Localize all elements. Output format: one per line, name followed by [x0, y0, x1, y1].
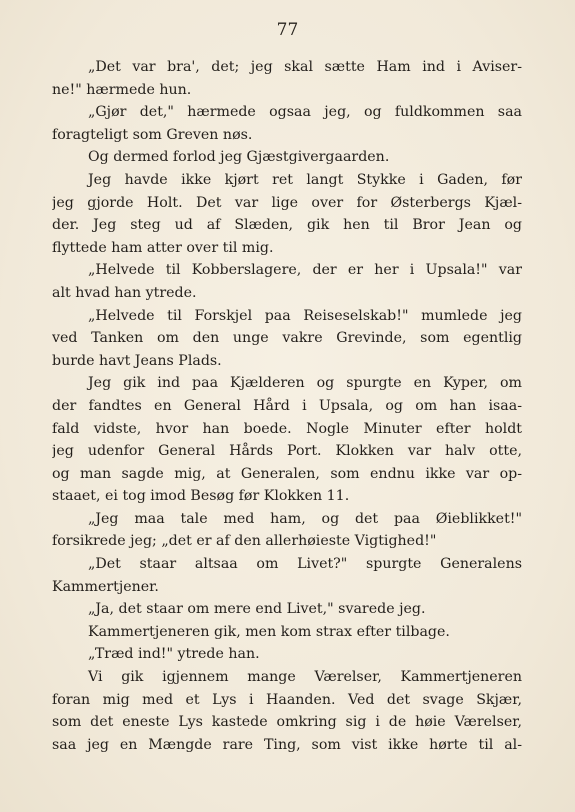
text-line: jeg udenfor General Hårds Port. Klokken var halv otte, — [52, 443, 522, 460]
text-line: foran mig med et Lys i Haanden. Ved det svage Skjær, — [52, 691, 522, 708]
text-line: ne!" hærmede hun. — [52, 81, 192, 98]
text-line: ved Tanken om den unge vakre Grevinde, som egentlig — [52, 330, 522, 347]
text-line: der fandtes en General Hård i Upsala, og om han isaa- — [52, 397, 522, 414]
text-line: „Træd ind!" ytrede han. — [88, 646, 260, 663]
text-line: Kammertjeneren gik, men kom strax efter tilbage. — [88, 623, 450, 640]
body-text — [52, 56, 522, 756]
text-line: flyttede ham atter over til mig. — [52, 239, 274, 256]
text-line: saa jeg en Mængde rare Ting, som vist ikke hørte til al- — [52, 736, 522, 753]
text-line: „Helvede til Kobberslagere, der er her i Upsala!" var — [88, 262, 522, 279]
text-line: Jeg gik ind paa Kjælderen og spurgte en Kyper, om — [88, 375, 522, 392]
text-line: foragteligt som Greven nøs. — [52, 126, 253, 143]
text-line: burde havt Jeans Plads. — [52, 352, 222, 369]
text-line: som det eneste Lys kastede omkring sig i de høie Værelser, — [52, 714, 522, 731]
text-line: og man sagde mig, at Generalen, som endnu ikke var op- — [52, 465, 522, 482]
text-line: „Det staar altsaa om Livet?" spurgte Generalens — [88, 556, 522, 573]
text-line: „Jeg maa tale med ham, og det paa Øieblikket!" — [88, 510, 522, 527]
text-line: Og dermed forlod jeg Gjæstgivergaarden. — [88, 149, 390, 166]
text-line: der. Jeg steg ud af Slæden, gik hen til Bror Jean og — [52, 217, 522, 234]
text-line: „Helvede til Forskjel paa Reiseselskab!" mumlede jeg — [88, 307, 522, 324]
text-line: „Ja, det staar om mere end Livet," svarede jeg. — [88, 601, 426, 618]
text-line: „Gjør det," hærmede ogsaa jeg, og fuldkommen saa — [88, 104, 522, 121]
text-line: Kammertjener. — [52, 578, 159, 595]
text-line: „Det var bra', det; jeg skal sætte Ham ind i Aviser- — [88, 59, 522, 75]
text-line: fald vidste, hvor han boede. Nogle Minuter efter holdt — [52, 420, 522, 437]
text-line: jeg gjorde Holt. Det var lige over for Østerbergs Kjæl- — [52, 194, 522, 211]
text-line: Jeg havde ikke kjørt ret langt Stykke i Gaden, før — [88, 171, 522, 188]
text-line: forsikrede jeg; „det er af den allerhøieste Vigtighed!" — [52, 533, 437, 550]
text-line: staaet, ei tog imod Besøg før Klokken 11. — [52, 488, 350, 505]
text-line: Vi gik igjennem mange Værelser, Kammertjeneren — [88, 669, 522, 686]
text-line: alt hvad han ytrede. — [52, 284, 197, 301]
page-number: 77 — [276, 20, 299, 40]
